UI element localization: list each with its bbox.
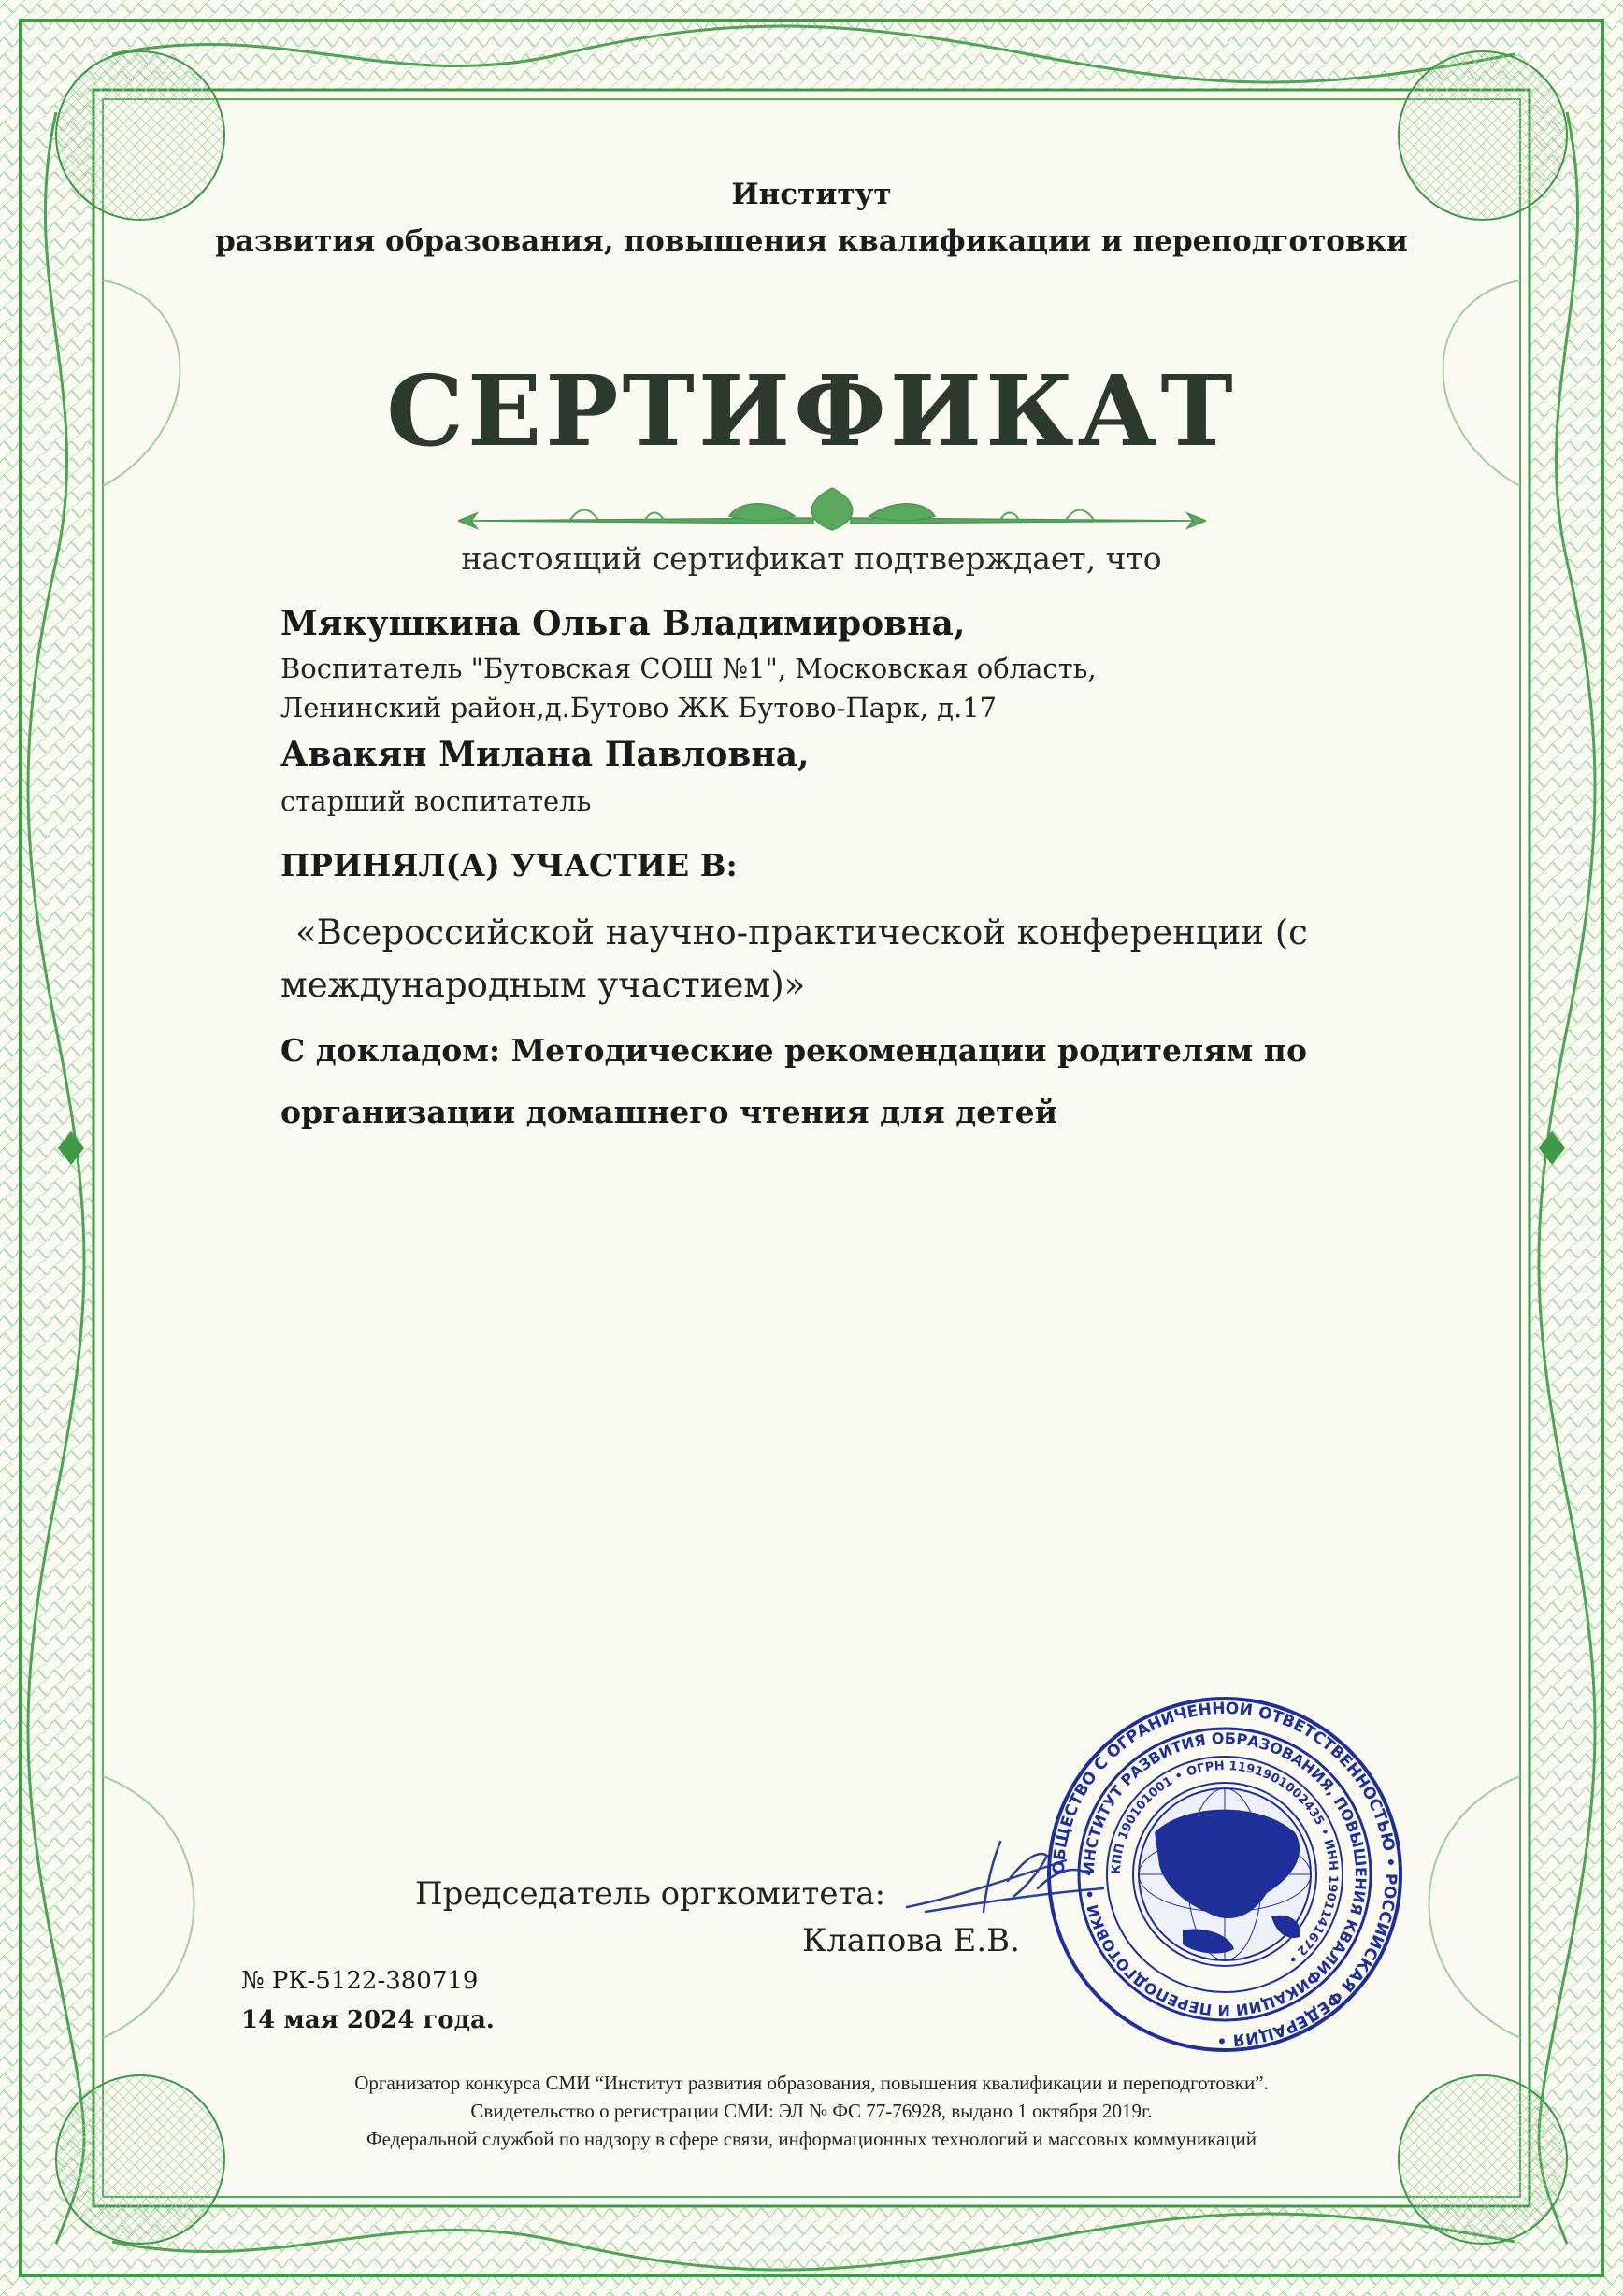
certificate-intro: настоящий сертификат подтверждает, что <box>461 540 1162 577</box>
seal-codes-text: КПП 190101001 • ОГРН 1191901002435 • ИНН 1901141672 • <box>1109 1758 1341 1967</box>
participant-2-name: Авакян Милана Павловна, <box>280 735 810 774</box>
signoff-role: Председатель оргкомитета: <box>415 1875 886 1913</box>
official-seal <box>1042 1692 1407 2057</box>
institute-line2: развития образования, повышения квалификации и переподготовки <box>215 224 1408 258</box>
certificate-title: СЕРТИФИКАТ <box>386 353 1237 468</box>
participation-heading: ПРИНЯЛ(А) УЧАСТИЕ В: <box>280 847 738 883</box>
footer-organizer: Организатор конкурса СМИ “Институт развития образования, повышения квалификации и переподготовки”. <box>354 2072 1269 2094</box>
footer-authority: Федеральной службой по надзору в сфере связи, информационных технологий и массовых коммуникаций <box>366 2128 1257 2150</box>
participant-2-detail-1: старший воспитатель <box>280 785 592 817</box>
event-line1: «Всероссийской научно-практической конференции (с <box>295 912 1308 953</box>
certificate-number: № РК-5122-380719 <box>241 1967 479 1995</box>
seal-outer-text: ОБЩЕСТВО С ОГРАНИЧЕННОЙ ОТВЕТСТВЕННОСТЬЮ • РОССИЙСКАЯ ФЕДЕРАЦИЯ • <box>1049 1699 1400 2050</box>
footer-registration: Свидетельство о регистрации СМИ: ЭЛ № ФС 77-76928, выдано 1 октября 2019г. <box>470 2100 1153 2122</box>
certificate-date: 14 мая 2024 года. <box>241 2006 495 2034</box>
report-line2: организации домашнего чтения для детей <box>280 1094 1058 1130</box>
institute-line1: Институт <box>731 178 892 211</box>
participant-1-detail-1: Воспитатель "Бутовская СОШ №1", Московская область, <box>280 653 1097 684</box>
event-line2: международным участием)» <box>280 965 806 1005</box>
participant-1-name: Мякушкина Ольга Владимировна, <box>280 604 966 643</box>
report-line1: С докладом: Методические рекомендации родителям по <box>280 1032 1307 1069</box>
seal-inner-text: ИНСТИТУТ РАЗВИТИЯ ОБРАЗОВАНИЯ, ПОВЫШЕНИЯ КВАЛИФИКАЦИИ И ПЕРЕПОДГОТОВКИ • <box>1079 1729 1371 2020</box>
signoff-signer: Клапова Е.В. <box>802 1922 1020 1959</box>
title-ornament <box>458 479 1206 544</box>
participant-1-detail-2: Ленинский район,д.Бутово ЖК Бутово-Парк, д.17 <box>280 692 998 724</box>
